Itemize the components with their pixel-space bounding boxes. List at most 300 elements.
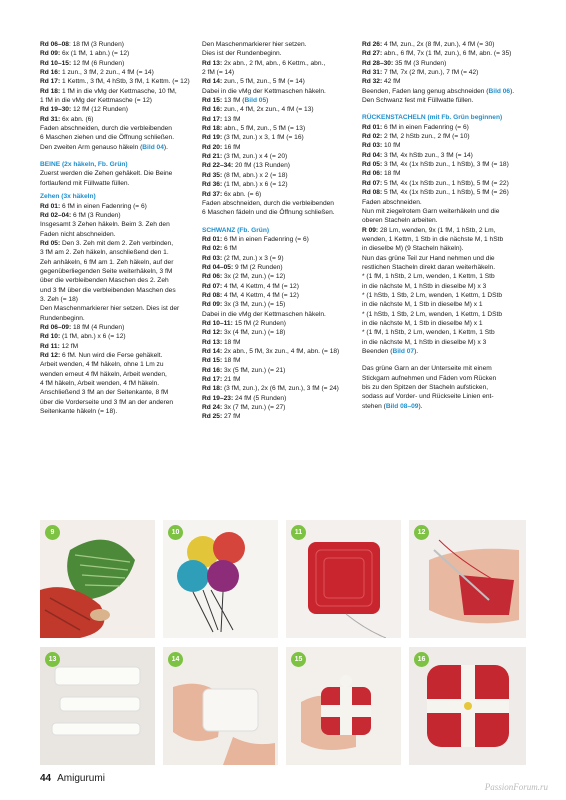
row-text: Den Maschenmarkierer hier setzen. — [202, 41, 307, 48]
text-line — [362, 235, 532, 244]
section-heading-note: (mit Fb. Grün beginnen) — [425, 114, 503, 122]
text-line — [40, 351, 190, 360]
text-line — [40, 87, 190, 96]
row-text: 35 fM (3 Runden) — [393, 59, 447, 67]
row-text: 2x abn., 5 fM, 3x zun., 4 fM, abn. (= 18) — [222, 348, 340, 355]
text-line — [202, 115, 352, 124]
text-line — [40, 304, 190, 313]
row-label: Rd 08: — [362, 189, 383, 197]
text-line — [40, 248, 190, 257]
text-line — [40, 59, 190, 68]
row-text: abn., 5 fM, zun., 5 fM (= 13) — [222, 125, 306, 133]
row-label: Rd 17: — [202, 376, 223, 384]
text-line — [362, 216, 532, 225]
row-label: Rd 04–05: — [202, 263, 234, 271]
text-line — [362, 319, 532, 328]
row-label: Rd 03: — [202, 254, 223, 262]
text-line — [40, 105, 190, 114]
text-line — [362, 169, 532, 178]
row-text: 3 fM, 4x hStb zun., 3 fM (= 14) — [382, 151, 473, 159]
row-text: 16 fM — [222, 143, 241, 151]
row-text: 12 fM — [59, 342, 79, 350]
photo-10 — [163, 520, 278, 638]
text-line — [202, 403, 352, 412]
image-reference: Bild 08–09 — [385, 402, 419, 410]
row-text: Beenden ( — [362, 348, 393, 355]
row-text: Beenden, Faden lang genug abschneiden ( — [362, 87, 489, 95]
row-text: 3x (7 fM, zun.) (= 27) — [222, 404, 286, 412]
photo-number-badge: 11 — [291, 525, 306, 540]
text-line — [40, 398, 190, 407]
row-label: Rd 05: — [40, 239, 61, 247]
photo-14 — [163, 647, 278, 765]
text-line — [40, 220, 190, 229]
row-text: 4 fM, 4 Kettm, 4 fM (= 12) — [222, 282, 299, 290]
row-text: 3. Zeh (= 18) — [40, 295, 78, 303]
row-label: Rd 24: — [202, 404, 223, 412]
row-text: 3 fM, 4x (1x hStb zun., 1 hStb), 3 fM (= 18) — [382, 161, 509, 169]
image-reference: Bild 07 — [392, 348, 415, 355]
text-line — [202, 300, 352, 309]
row-text: bis zu den Spitzen der Stacheln aufsticken, — [362, 384, 489, 392]
text-line — [202, 412, 352, 421]
photo-13 — [40, 647, 155, 765]
text-line — [202, 272, 352, 281]
row-text: 28 Lm, wenden, 9x (1 fM, 1 hStb, 2 Lm, — [378, 226, 496, 234]
text-line — [202, 254, 352, 263]
row-label: Rd 28–30: — [362, 59, 394, 67]
text-line — [202, 244, 352, 253]
row-label: Rd 01: — [40, 202, 61, 210]
text-line — [202, 356, 352, 365]
row-text: Nun mit ziegelrotem Garn weiterhäkeln und die — [362, 207, 500, 215]
text-line — [202, 338, 352, 347]
text-line — [202, 77, 352, 86]
row-text: 9 fM (2 Runden) — [233, 263, 283, 271]
text-line — [362, 179, 532, 188]
text-line — [362, 244, 532, 253]
text-line — [202, 152, 352, 161]
row-text: (3 fM, zun.) x 3, 1 fM (= 16) — [222, 134, 304, 142]
row-text-suffix: ). — [163, 143, 168, 151]
text-line — [40, 230, 190, 239]
row-text: Dabei in die vMg der Kettmaschen häkeln. — [202, 87, 326, 95]
row-label: Rd 11: — [40, 342, 60, 350]
photo-16 — [409, 647, 526, 765]
text-line — [40, 407, 190, 416]
text-line — [202, 171, 352, 180]
text-line — [40, 286, 190, 295]
text-line — [202, 199, 352, 208]
text-line — [362, 141, 532, 150]
row-text: Den Maschenmarkierer hier setzen. Dies ist der — [40, 305, 180, 313]
row-text: 18 fM — [222, 357, 241, 365]
text-line — [202, 347, 352, 356]
row-text: Arbeit wenden, 4 fM häkeln, ohne 1 Lm zu — [40, 361, 164, 369]
row-text: Zuerst werden die Zehen gehäkelt. Die Beine — [40, 170, 173, 178]
row-text: über die verbleibenden Maschen des 2. Zeh — [40, 277, 169, 285]
text-line — [202, 190, 352, 199]
text-line — [362, 96, 532, 105]
row-text: 3x (3 fM, zun.) (= 15) — [222, 301, 286, 309]
text-line — [362, 87, 532, 96]
row-label: Rd 07: — [362, 179, 383, 187]
row-label: Rd 15: — [202, 357, 223, 365]
text-line — [202, 282, 352, 291]
row-text: 6 Maschen fädeln und die Öffnung schließen. — [202, 209, 335, 217]
row-text: Seitenkante häkeln (= 18). — [40, 408, 118, 416]
row-text: 3 fM am 2. Zeh häkeln, anschließend den 1. — [40, 249, 169, 257]
text-line — [40, 160, 190, 169]
row-text: 6x abn. (6) — [60, 115, 94, 123]
row-text: in die nächste M, 1 Stb in dieselbe M) x 1 — [362, 319, 483, 327]
row-label: Rd 16: — [202, 106, 223, 114]
row-text: Zeh anhäkeln, 6 fM am 1. Zeh häkeln, auf der — [40, 258, 174, 266]
image-reference: Bild 06 — [488, 87, 511, 95]
row-text: 3x (2 fM, zun.) (= 12) — [222, 273, 286, 281]
text-line — [40, 314, 190, 323]
row-text: 4 fM, zun., 2x (8 fM, zun.), 4 fM (= 30) — [382, 41, 495, 48]
photo-number-badge: 16 — [414, 652, 429, 667]
row-text: 6 fM in einen Fadenring (= 6) — [222, 235, 309, 243]
row-label: Rd 31: — [362, 69, 383, 77]
text-line — [362, 364, 532, 373]
text-line — [362, 77, 532, 86]
text-line — [362, 207, 532, 216]
photo-number-badge: 9 — [45, 525, 60, 540]
row-text: 1 zun., 3 fM, 2 zun., 4 fM (= 14) — [60, 69, 154, 77]
text-line — [202, 143, 352, 152]
text-line — [40, 295, 190, 304]
row-text: sodass auf Vorder- und Rückseite Linien ent- — [362, 393, 494, 401]
row-text: 2 fM, 2 hStb zun., 2 fM (= 10) — [382, 133, 470, 141]
text-column-2 — [202, 40, 352, 422]
photo-9 — [40, 520, 155, 638]
row-text: Faden abschneiden. — [362, 198, 422, 206]
text-line — [362, 198, 532, 207]
row-text: 1 fM in die vMg der Kettmasche, 10 fM, — [60, 87, 177, 95]
row-label: Rd 10: — [40, 333, 61, 341]
text-line — [202, 394, 352, 403]
row-text: 3x (4 fM, zun.) (= 18) — [222, 329, 286, 337]
row-text: zun., 4 fM, 2x zun., 4 fM (= 13) — [222, 106, 314, 114]
text-line — [202, 161, 352, 170]
text-line — [40, 115, 190, 124]
row-text: Dabei in die vMg der Kettmaschen häkeln. — [202, 310, 326, 318]
row-label: Rd 01: — [202, 235, 223, 243]
text-line — [362, 40, 532, 49]
row-label: Rd 26: — [362, 41, 383, 48]
text-line — [202, 96, 352, 105]
text-line — [202, 328, 352, 337]
row-label: Rd 02–04: — [40, 211, 72, 219]
text-line — [40, 211, 190, 220]
text-line — [362, 123, 532, 132]
row-label: Rd 32: — [362, 78, 383, 86]
row-label: Rd 13: — [202, 338, 223, 346]
section-heading: RÜCKENSTACHELN — [362, 114, 426, 122]
text-line — [40, 49, 190, 58]
row-text: Dies ist der Rundenbeginn. — [202, 50, 282, 58]
text-line — [40, 169, 190, 178]
row-label: Rd 12: — [202, 329, 223, 337]
row-text: in die nächste M, 1 hStb in dieselbe M) x 3 — [362, 282, 487, 290]
text-line — [40, 192, 190, 201]
text-line — [40, 202, 190, 211]
text-line — [40, 143, 190, 152]
row-text: 6 fM in einen Fadenring (= 6) — [382, 123, 469, 131]
text-line — [40, 267, 190, 276]
row-label: Rd 25: — [202, 413, 223, 421]
row-text: 6 fM in einen Fadenring (= 6) — [60, 202, 147, 210]
text-line — [362, 383, 532, 392]
text-line — [362, 188, 532, 197]
text-line — [362, 402, 532, 411]
section-heading: SCHWANZ — [202, 226, 236, 234]
row-text: zun., 5 fM, zun., 5 fM (= 14) — [222, 78, 305, 86]
text-line — [202, 105, 352, 114]
row-label: Rd 10–15: — [40, 59, 72, 67]
row-text: (8 fM, abn.) x 2 (= 18) — [222, 171, 288, 179]
row-text-suffix: ) — [266, 97, 269, 105]
section-heading: BEINE — [40, 161, 61, 169]
row-label: Rd 03: — [362, 142, 383, 150]
text-line — [362, 272, 532, 281]
row-text: (1 fM, abn.) x 6 (= 12) — [222, 181, 288, 189]
row-label: Rd 09: — [202, 301, 223, 309]
text-line — [40, 239, 190, 248]
text-line — [202, 226, 352, 235]
row-label: Rd 31: — [40, 115, 61, 123]
text-line — [202, 68, 352, 77]
text-line — [362, 160, 532, 169]
text-line — [362, 392, 532, 401]
row-text: (3 fM, zun.) x 4 (= 20) — [222, 153, 288, 161]
row-text: 6 Maschen ziehen und die Öffnung schließen. — [40, 134, 175, 142]
row-text: Nun das grüne Teil zur Hand nehmen und die — [362, 254, 495, 262]
row-text-suffix: ). — [510, 87, 515, 95]
row-text: 24 fM (5 Runden) — [233, 394, 287, 402]
row-label: Rd 08: — [202, 291, 223, 299]
section-heading-note: (2x häkeln, Fb. Grün) — [60, 161, 128, 169]
row-text: gegenüberliegenden Seite weiterhäkeln, 3 fM — [40, 267, 173, 275]
row-label: Rd 17: — [202, 115, 223, 123]
text-line — [362, 310, 532, 319]
row-text: Stickgarn aufnehmen und Fäden vom Rücken — [362, 374, 497, 382]
page-footer — [40, 773, 105, 784]
text-line — [362, 347, 532, 356]
text-line — [362, 263, 532, 272]
row-label: Rd 20: — [202, 143, 223, 151]
row-text: (3 fM, zun.), 2x (6 fM, zun.), 3 fM (= 24) — [222, 385, 339, 393]
section-heading: Zehen (3x häkeln) — [40, 193, 96, 201]
row-text: * (1 fM, 1 hStb, 2 Lm, wenden, 1 Kettm, 1 Stb — [362, 329, 495, 337]
row-text: 5 fM, 4x (1x hStb zun., 1 hStb), 5 fM (= 26) — [382, 189, 509, 197]
row-text: * (1 fM, 1 hStb, 2 Lm, wenden, 1 Kettm, 1 Stb — [362, 273, 495, 281]
text-line — [40, 179, 190, 188]
row-label: Rd 06–09: — [40, 323, 72, 331]
row-label: Rd 18: — [202, 385, 223, 393]
text-line — [202, 366, 352, 375]
row-label: Rd 18: — [40, 87, 61, 95]
row-label: Rd 36: — [202, 181, 223, 189]
row-label: Rd 06: — [202, 273, 223, 281]
row-text: : 18 fM (3 Runden) — [68, 41, 124, 48]
row-text: Rundenbeginn. — [40, 314, 85, 322]
row-label: Rd 17: — [40, 78, 61, 86]
image-reference: Bild 05 — [244, 97, 267, 105]
row-label: Rd 06–08 — [40, 41, 69, 48]
text-line — [362, 254, 532, 263]
row-label: Rd 37: — [202, 190, 223, 198]
text-line — [202, 310, 352, 319]
text-line — [202, 375, 352, 384]
row-text: 13 fM — [222, 115, 241, 123]
row-text: 2x abn., 2 fM, abn., 6 Kettm., abn., — [222, 59, 326, 67]
text-line — [202, 124, 352, 133]
row-text-suffix: ). — [418, 402, 423, 410]
text-line — [40, 40, 190, 49]
row-text: 2 fM (= 14) — [202, 69, 235, 77]
text-line — [362, 59, 532, 68]
text-line — [40, 388, 190, 397]
text-line — [362, 300, 532, 309]
text-line — [362, 68, 532, 77]
text-line — [40, 258, 190, 267]
text-line — [362, 113, 532, 122]
row-text: 20 fM (13 Runden) — [233, 162, 290, 170]
row-label: Rd 12: — [40, 352, 61, 359]
text-line — [202, 235, 352, 244]
row-text: Faden abschneiden, durch die verbleibenden — [40, 125, 172, 133]
row-text: Faden abschneiden, durch die verbleibenden — [202, 199, 334, 207]
row-label: Rd 02: — [362, 133, 383, 141]
text-line — [202, 384, 352, 393]
text-line — [40, 68, 190, 77]
text-line — [202, 319, 352, 328]
row-label: Rd 18: — [202, 125, 223, 133]
row-text: 15 fM (2 Runden) — [232, 319, 286, 327]
row-text: 6 fM — [222, 245, 237, 253]
photo-11 — [286, 520, 401, 638]
text-line — [362, 151, 532, 160]
row-label: Rd 22–34: — [202, 162, 234, 170]
text-line — [40, 276, 190, 285]
row-text: und 3 fM über die verbleibenden Maschen des — [40, 286, 176, 294]
row-text: 13 fM ( — [222, 97, 245, 105]
row-text: restlichen Stacheln direkt daran weiterhäkeln. — [362, 263, 496, 271]
row-label: Rd 16: — [202, 366, 223, 374]
photo-number-badge: 13 — [45, 652, 60, 667]
row-label: Rd 21: — [202, 153, 223, 161]
row-text: 18 fM — [382, 170, 401, 178]
row-text: 1 fM in die vMg der Kettmasche (= 12) — [40, 97, 152, 105]
row-text: (2 fM, zun.) x 3 (= 9) — [222, 254, 284, 262]
row-text: wenden erneut 4 fM häkeln, Arbeit wenden, — [40, 370, 167, 378]
photo-12 — [409, 520, 526, 638]
row-text: Anschließend 3 fM an der Seitenkante, 8 fM — [40, 389, 169, 397]
text-line — [40, 96, 190, 105]
text-line — [202, 291, 352, 300]
row-text: Faden nicht abschneiden. — [40, 230, 116, 238]
text-line — [202, 208, 352, 217]
row-label: Rd 15: — [202, 97, 223, 105]
row-label: Rd 35: — [202, 171, 223, 179]
text-line — [362, 282, 532, 291]
text-line — [362, 291, 532, 300]
row-text: 3x (5 fM, zun.) (= 21) — [222, 366, 286, 374]
row-text: Den Schwanz fest mit Füllwatte füllen. — [362, 97, 474, 105]
row-text: Das grüne Garn an der Unterseite mit einem — [362, 365, 492, 373]
row-text: abn., 6 fM, 7x (1 fM, zun.), 6 fM, abn. (= 35) — [382, 50, 512, 58]
row-label: Rd 16: — [40, 69, 61, 77]
row-text: stehen ( — [362, 402, 386, 410]
text-column-1 — [40, 40, 190, 416]
text-line — [362, 226, 532, 235]
row-text: 6x abn. (= 6) — [222, 190, 262, 198]
row-label: Rd 04: — [362, 151, 383, 159]
row-text: 6 fM (3 Runden) — [71, 211, 121, 219]
text-line — [40, 133, 190, 142]
photo-number-badge: 15 — [291, 652, 306, 667]
row-text: 6x (1 fM, 1 abn.) (= 12) — [60, 50, 130, 58]
row-text: 5 fM, 4x (1x hStb zun., 1 hStb), 5 fM (= 22) — [382, 179, 509, 187]
text-line — [202, 133, 352, 142]
row-label: Rd 05: — [362, 161, 383, 169]
photo-number-badge: 14 — [168, 652, 183, 667]
row-text: 42 fM — [382, 78, 401, 86]
row-text: 10 fM — [382, 142, 401, 150]
page-number: 44 — [40, 773, 52, 784]
text-line — [202, 59, 352, 68]
row-text: oberen Stacheln arbeiten. — [362, 217, 438, 225]
text-line — [202, 40, 352, 49]
row-text: 7 fM, 7x (2 fM, zun.), 7 fM (= 42) — [382, 69, 479, 77]
row-label: Rd 19–30: — [40, 106, 72, 114]
text-line — [362, 338, 532, 347]
text-line — [362, 49, 532, 58]
row-label: Rd 06: — [362, 170, 383, 178]
row-label: Rd 14: — [202, 348, 223, 355]
row-text: 21 fM — [222, 376, 241, 384]
text-line — [362, 374, 532, 383]
section-heading-note: (Fb. Grün) — [235, 226, 270, 234]
photo-number-badge: 12 — [414, 525, 429, 540]
row-label: Rd 13: — [202, 59, 223, 67]
text-line — [40, 124, 190, 133]
row-text: 12 fM (6 Runden) — [71, 59, 125, 67]
row-text: * (1 hStb, 1 Stb, 2 Lm, wenden, 1 Kettm, 1 DStb — [362, 310, 503, 318]
image-reference: Bild 04 — [142, 143, 164, 151]
row-text: * (1 hStb, 1 Stb, 2 Lm, wenden, 1 Kettm, 1 DStb — [362, 291, 503, 299]
row-text: 18 fM — [222, 338, 241, 346]
photo-number-badge: 10 — [168, 525, 183, 540]
row-label: Rd 19–23: — [202, 394, 234, 402]
row-text: in dieselbe M) (9 Stacheln häkeln). — [362, 245, 464, 253]
row-label: Rd 07: — [202, 282, 223, 290]
text-line — [202, 263, 352, 272]
row-text: über die Vorderseite und 3 fM an der anderen — [40, 398, 174, 406]
row-label: Rd 09: — [40, 50, 61, 58]
text-line — [202, 87, 352, 96]
row-text: 6 fM. Nun wird die Ferse gehäkelt. — [60, 352, 163, 359]
row-text-suffix: ). — [414, 348, 419, 355]
row-label: Rd 14: — [202, 78, 223, 86]
row-text: in die nächste M, 1 hStb in dieselbe M) x 3 — [362, 338, 487, 346]
text-line — [40, 370, 190, 379]
row-text: 27 fM — [222, 413, 241, 421]
photo-15 — [286, 647, 401, 765]
